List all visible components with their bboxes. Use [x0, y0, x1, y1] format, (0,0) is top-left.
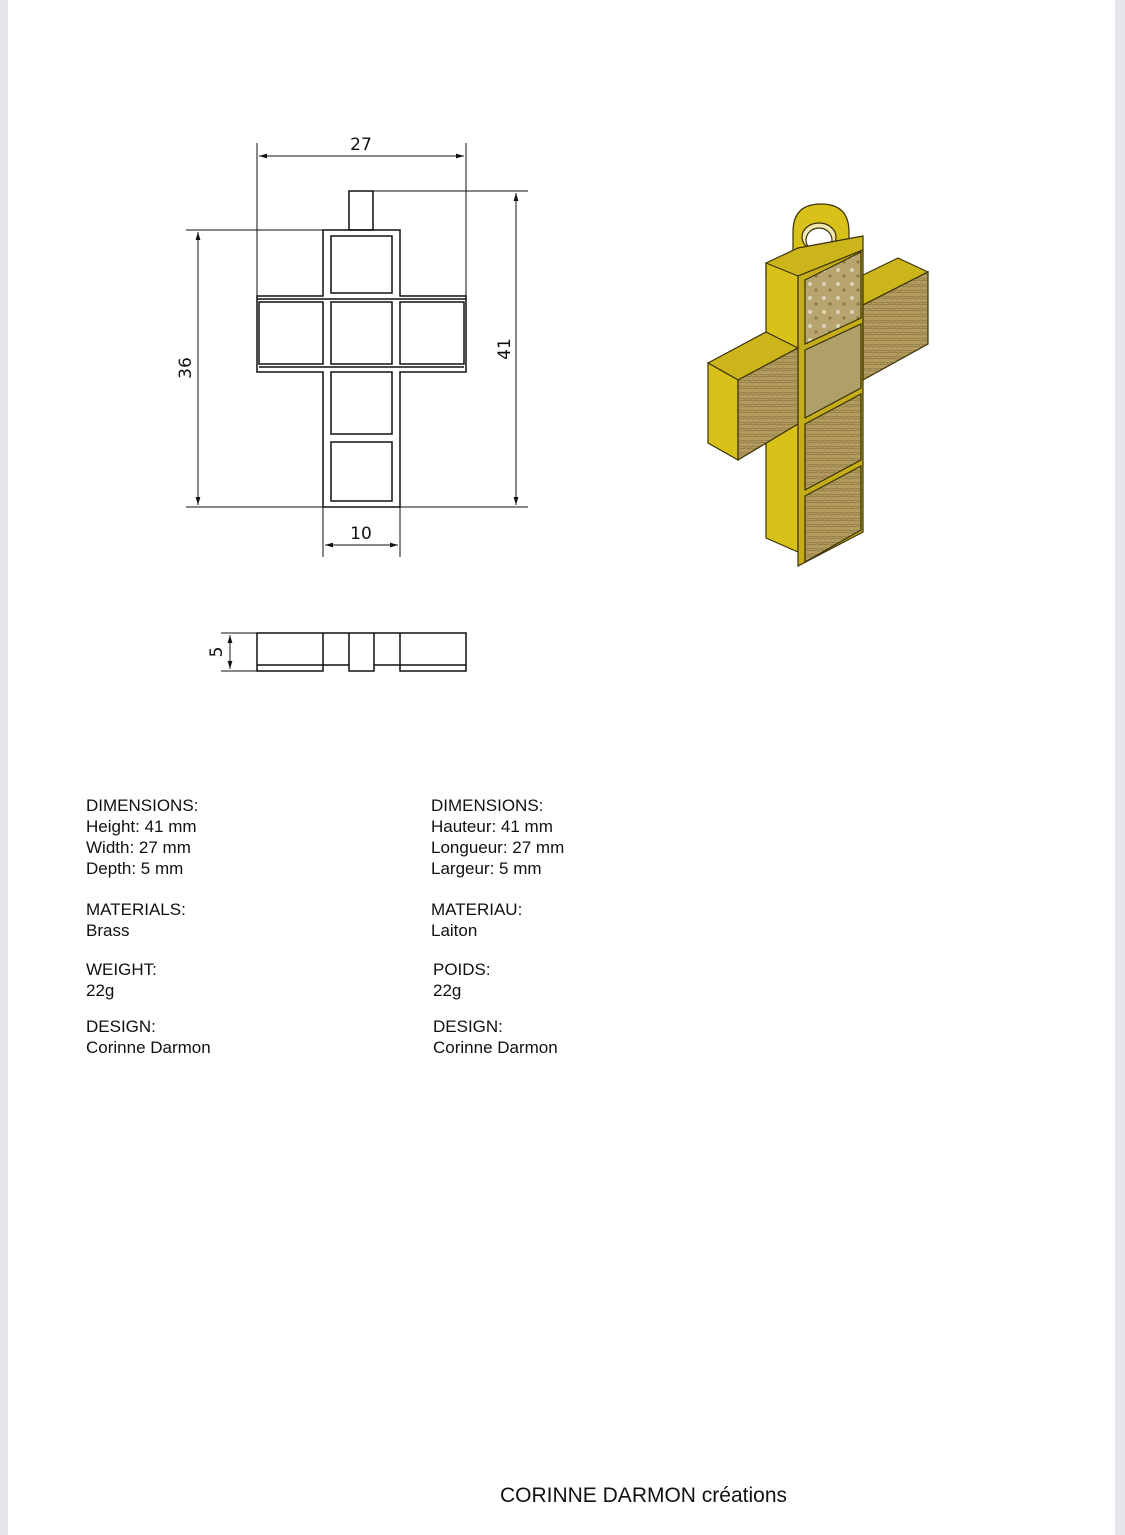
bail-stem	[349, 191, 373, 230]
material-value-fr: Laiton	[431, 921, 478, 940]
specs-french	[431, 795, 564, 1058]
design-heading-fr: DESIGN:	[433, 1017, 503, 1036]
cell-lower	[331, 372, 392, 434]
height-dimension-label: 41	[495, 338, 515, 360]
width-value-fr: Largeur: 5 mm	[431, 859, 542, 878]
depth-dimension-label: 5	[207, 646, 227, 658]
width-value: Width: 27 mm	[86, 838, 191, 857]
width-dimension-label: 27	[350, 135, 372, 155]
footer-brand: CORINNE DARMON créations	[499, 1484, 788, 1507]
dimensions-heading-fr: DIMENSIONS:	[431, 796, 544, 815]
footer	[8, 1484, 1115, 1508]
depth-value: Depth: 5 mm	[86, 859, 184, 878]
specs-english	[86, 795, 211, 1058]
stem-width-dimension-label: 10	[350, 524, 372, 544]
weight-heading: WEIGHT:	[86, 960, 157, 979]
height-value-fr: Hauteur: 41 mm	[431, 817, 553, 836]
spec-sheet-page	[8, 0, 1115, 1535]
cross-outline	[257, 230, 466, 507]
length-value-fr: Longueur: 27 mm	[431, 838, 565, 857]
cell-left	[259, 302, 323, 364]
front-view	[257, 191, 466, 507]
designer-value-fr: Corinne Darmon	[433, 1038, 558, 1057]
weight-value: 22g	[86, 981, 115, 1000]
design-heading: DESIGN:	[86, 1017, 156, 1036]
materials-heading: MATERIALS:	[86, 900, 186, 919]
cell-bottom	[331, 442, 392, 501]
designer-value: Corinne Darmon	[86, 1038, 211, 1057]
cell-top	[331, 236, 392, 293]
dimension-lines	[186, 143, 528, 557]
dimensions-heading: DIMENSIONS:	[86, 796, 199, 815]
weight-value-fr: 22g	[433, 981, 462, 1000]
technical-drawing	[8, 0, 1115, 720]
weight-heading-fr: POIDS:	[433, 960, 491, 979]
cell-right	[400, 302, 464, 364]
cell-center	[331, 302, 392, 364]
body-height-dimension-label: 36	[176, 357, 196, 379]
cross-3d-render	[708, 204, 928, 566]
materials-heading-fr: MATERIAU:	[431, 900, 523, 919]
height-value: Height: 41 mm	[86, 817, 197, 836]
material-value: Brass	[86, 921, 130, 940]
side-view	[257, 633, 466, 671]
